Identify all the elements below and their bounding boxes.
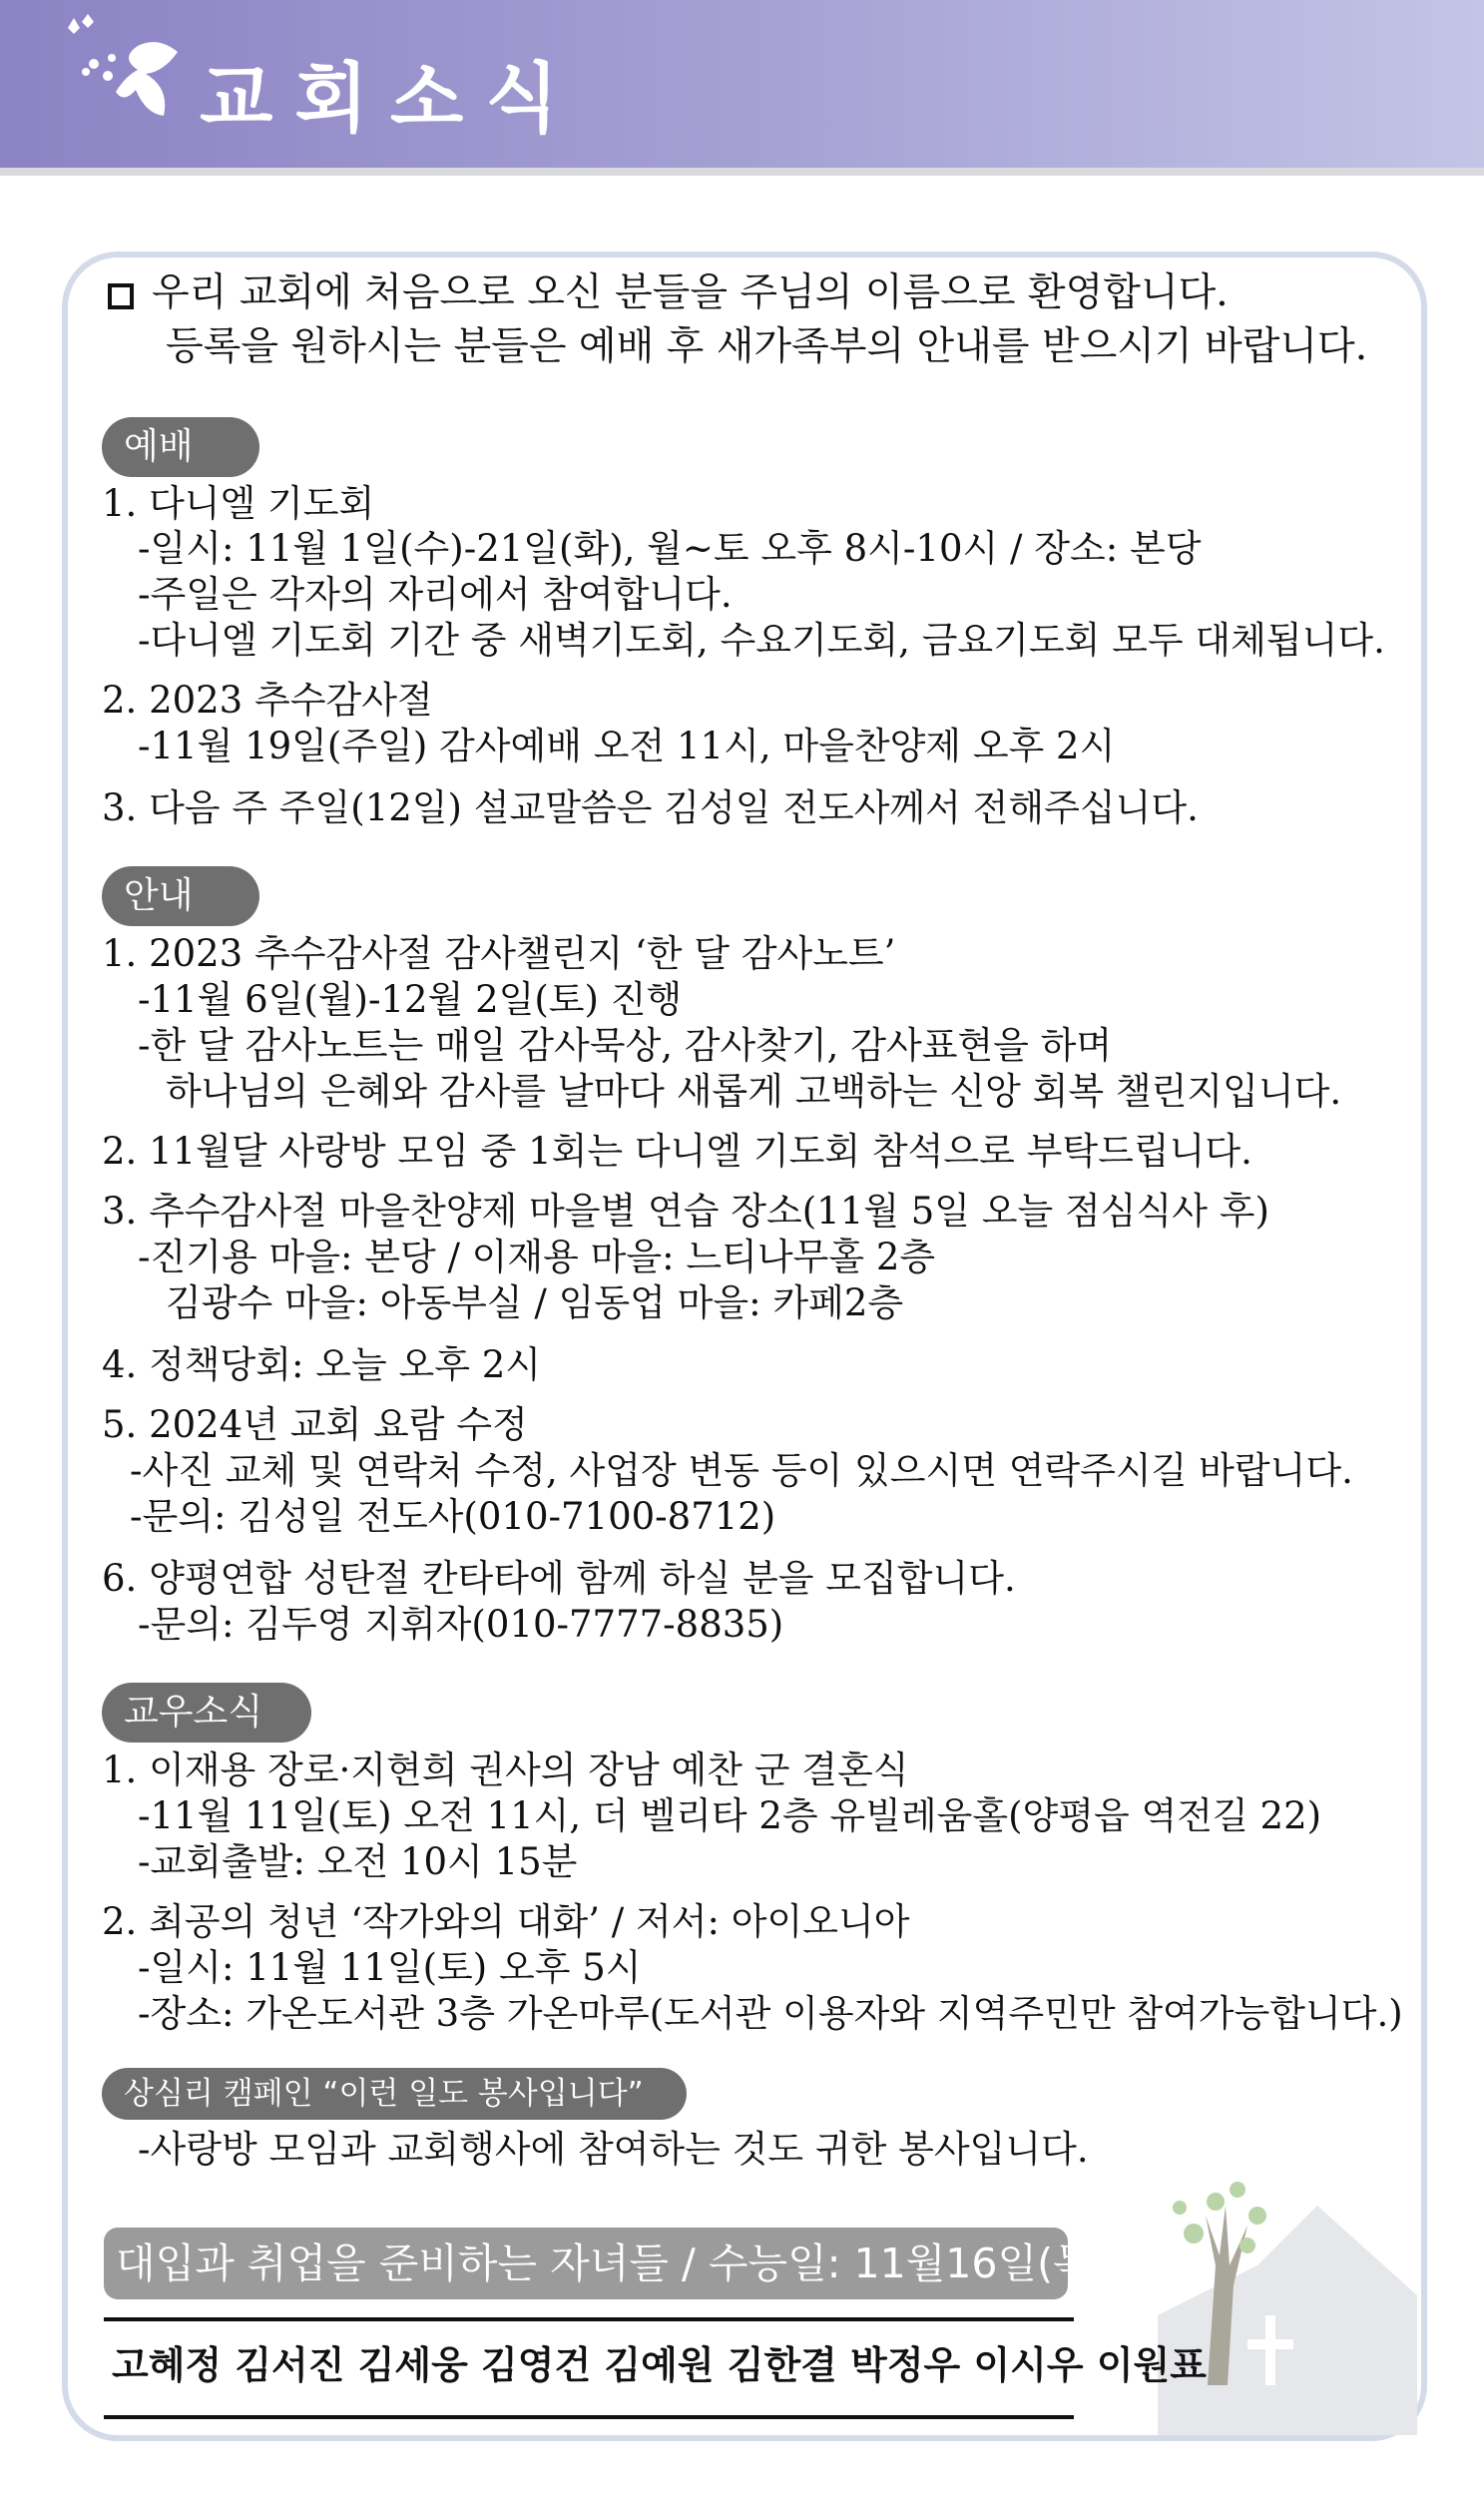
notice-item: 3. 추수감사절 마을찬양제 마을별 연습 장소(11월 5일 오늘 점심식사 후) (102, 1190, 1269, 1233)
checkbox-icon (108, 283, 134, 309)
notice-detail: -진기용 마을: 본당 / 이재용 마을: 느티나무홀 2층 (138, 1236, 936, 1278)
page-title: 교회소식 (200, 54, 581, 143)
notice-detail: -사진 교체 및 연락처 수정, 사업장 변동 등이 있으시면 연락주시길 바랍니다. (130, 1449, 1353, 1492)
worship-item: 2. 2023 추수감사절 (102, 679, 433, 722)
notice-detail: -한 달 감사노트는 매일 감사묵상, 감사찾기, 감사표현을 하며 (138, 1024, 1113, 1067)
welcome-line-1: 우리 교회에 처음으로 오신 분들을 주님의 이름으로 환영합니다. (152, 270, 1229, 315)
campaign-detail: -사랑방 모임과 교회행사에 참여하는 것도 귀한 봉사입니다. (138, 2128, 1089, 2171)
worship-detail: -주일은 각자의 자리에서 참여합니다. (138, 573, 733, 616)
prayer-banner: 대입과 취업을 준비하는 자녀들 / 수능일: 11월16일(목) (104, 2228, 1068, 2299)
notice-detail: -문의: 김성일 전도사(010-7100-8712) (130, 1495, 776, 1538)
notice-item: 2. 11월달 사랑방 모임 중 1회는 다니엘 기도회 참석으로 부탁드립니다. (102, 1130, 1252, 1173)
section-label-campaign: 상심리 캠페인 “이런 일도 봉사입니다” (102, 2068, 687, 2120)
members-item: 2. 최공의 청년 ‘작가와의 대화’ / 저서: 아이오니아 (102, 1900, 910, 1943)
notice-item: 1. 2023 추수감사절 감사챌린지 ‘한 달 감사노트’ (102, 932, 896, 975)
student-names: 고혜정 김서진 김세웅 김영건 김예원 김한결 박정우 이시우 이원표 (112, 2343, 1207, 2387)
divider-bottom (104, 2415, 1074, 2419)
notice-detail: 김광수 마을: 아동부실 / 임동업 마을: 카페2층 (166, 1281, 904, 1324)
butterfly-decoration-icon (60, 0, 210, 140)
notice-item: 6. 양평연합 성탄절 칸타타에 함께 하실 분을 모집합니다. (102, 1557, 1016, 1600)
notice-item: 4. 정책당회: 오늘 오후 2시 (102, 1343, 542, 1386)
worship-detail: -11월 19일(주일) 감사예배 오전 11시, 마을찬양제 오후 2시 (138, 725, 1116, 767)
notice-detail: -11월 6일(월)-12월 2일(토) 진행 (138, 978, 683, 1021)
divider-top (104, 2317, 1074, 2321)
members-detail: -11월 11일(토) 오전 11시, 더 벨리타 2층 유빌레움홀(양평읍 역전길 22) (138, 1794, 1322, 1837)
notice-detail: -문의: 김두영 지휘자(010-7777-8835) (138, 1603, 784, 1646)
worship-detail: -일시: 11월 1일(수)-21일(화), 월~토 오후 8시-10시 / 장소: 본당 (138, 527, 1202, 570)
section-label-worship: 예배 (102, 417, 259, 477)
notice-item: 5. 2024년 교회 요람 수정 (102, 1403, 528, 1446)
members-item: 1. 이재용 장로·지현희 권사의 장남 예찬 군 결혼식 (102, 1749, 909, 1791)
welcome-line-2: 등록을 원하시는 분들은 예배 후 새가족부의 안내를 받으시기 바랍니다. (166, 324, 1368, 369)
members-detail: -일시: 11월 11일(토) 오후 5시 (138, 1946, 642, 1989)
members-detail: -교회출발: 오전 10시 15분 (138, 1840, 578, 1883)
header-underline (0, 168, 1484, 176)
worship-item: 1. 다니엘 기도회 (102, 482, 375, 525)
notice-detail: 하나님의 은혜와 감사를 날마다 새롭게 고백하는 신앙 회복 챌린지입니다. (166, 1070, 1342, 1113)
members-detail: -장소: 가온도서관 3층 가온마루(도서관 이용자와 지역주민만 참여가능합니다.) (138, 1992, 1403, 2035)
section-label-members: 교우소식 (102, 1683, 311, 1743)
section-label-notice: 안내 (102, 866, 259, 926)
worship-detail: -다니엘 기도회 기간 중 새벽기도회, 수요기도회, 금요기도회 모두 대체됩니다. (138, 619, 1385, 662)
worship-item: 3. 다음 주 주일(12일) 설교말씀은 김성일 전도사께서 전해주십니다. (102, 786, 1199, 829)
